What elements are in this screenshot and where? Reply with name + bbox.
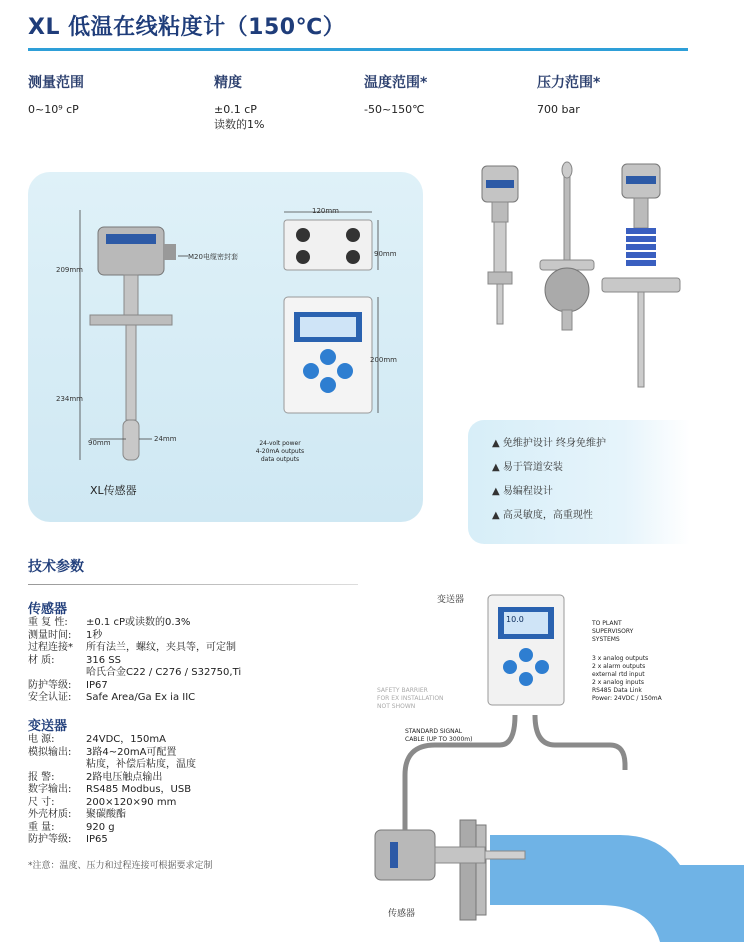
output-note: 4-20mA outputs [255,448,305,455]
param-value: 3路4~20mA可配置 [86,746,177,758]
sensor-label: 传感器 [388,909,416,919]
page-title: XL 低温在线粘度计（150℃） [28,15,346,40]
feature-list [492,432,606,528]
param-value: 2路电压触点输出 [86,771,163,783]
param-row [28,834,196,847]
spec-value: 0~10⁹ cP [28,103,79,116]
param-value: 粘度，补偿后粘度，温度 [86,759,196,770]
param-row [28,617,241,630]
param-value: 200×120×90 mm [86,796,177,808]
param-key: 尺 寸: [28,796,55,808]
param-key: 防护等级: [28,834,72,845]
io-line: 3 x analog outputs [592,655,649,662]
param-key: 材 质: [28,654,55,666]
feature-item: ▲ 高灵敏度，高重现性 [492,510,593,521]
m20-gland-label: M20电缆密封套 [188,253,238,261]
sensor-params-heading: 传感器 [28,602,68,617]
title-divider [28,48,688,51]
feature-text: 免维护设计 终身免维护 [502,438,607,449]
io-line: 2 x alarm outputs [592,663,646,670]
param-row [28,759,196,772]
barrier-line: FOR EX INSTALLATION [377,695,444,702]
param-row [28,772,196,785]
io-list [592,655,662,703]
param-value: ±0.1 cP或读数的0.3% [86,617,191,628]
sensor-params [28,598,241,705]
param-row [28,667,241,680]
spec-label: 测量范围 [28,75,84,91]
param-row [28,692,241,705]
transmitter-params [28,715,196,847]
feature-text: 高灵敏度，高重现性 [502,510,593,521]
feature-text: 易编程设计 [502,486,553,497]
section-divider [28,584,358,585]
barrier-line: SAFETY BARRIER [377,687,428,694]
param-row [28,822,196,835]
feature-item: ▲ 易编程设计 [492,486,553,497]
dim-label-90-box: 90mm [374,250,397,258]
param-key: 过程连接* [28,642,73,653]
barrier-line: NOT SHOWN [377,703,416,710]
cable-note [405,728,472,744]
param-key: 测量时间: [28,629,72,641]
spec-value: 读数的1% [214,118,265,131]
installation-diagram [360,585,744,942]
dim-label-200: 200mm [370,356,397,364]
safety-barrier-note [377,687,444,711]
spec-value: 700 bar [537,103,580,116]
param-row [28,734,196,747]
spec-pressure-range [537,72,667,117]
io-line: 2 x analog inputs [592,679,644,686]
dim-label-209: 209mm [56,266,83,274]
dim-label-24: 24mm [154,435,177,443]
io-line: Power: 24VDC / 150mA [592,695,662,702]
screen-value: 10.0 [506,615,524,624]
plant-line: SYSTEMS [592,636,620,643]
transmitter-label: 变送器 [437,595,465,605]
cable-line: CABLE (UP TO 3000m) [405,736,473,743]
spec-value: -50~150℃ [364,103,425,116]
param-row [28,797,196,810]
plant-systems-note [592,620,633,644]
dim-label-90: 90mm [88,439,111,447]
param-row [28,642,241,655]
param-row [28,784,196,797]
spec-label: 压力范围* [537,75,601,91]
cable-line: STANDARD SIGNAL [405,728,463,735]
param-key: 重 量: [28,821,55,833]
io-line: RS485 Data Link [592,687,642,694]
spec-value: ±0.1 cP [214,103,257,116]
param-value: 1秒 [86,629,103,641]
output-note: 24-volt power [259,440,301,447]
feature-text: 易于管道安装 [502,462,563,473]
param-value: Safe Area/Ga Ex ia IIC [86,692,196,703]
tech-params-heading: 技术参数 [28,559,84,575]
param-row [28,680,241,693]
param-key: 防护等级: [28,679,72,691]
param-row [28,747,196,760]
feature-item: ▲ 免维护设计 终身免维护 [492,438,607,449]
param-key: 报 警: [28,771,55,783]
param-row [28,630,241,643]
param-key: 电 源: [28,734,55,745]
param-value: 316 SS [86,654,121,666]
feature-item: ▲ 易于管道安装 [492,462,563,473]
dim-label-120: 120mm [312,207,339,215]
spec-accuracy [214,72,334,132]
param-key: 模拟输出: [28,746,72,758]
spec-label: 温度范围* [364,75,428,91]
io-line: external rtd input [592,671,645,678]
param-value: 所有法兰，螺纹，夹具等，可定制 [86,642,236,653]
param-value: 920 g [86,821,115,833]
dimension-diagram-panel [28,172,423,522]
spec-label: 精度 [214,75,242,91]
output-note: data outputs [260,456,300,463]
param-value: 聚碳酸酯 [86,809,126,820]
footnote: *注意：温度、压力和过程连接可根据要求定制 [28,861,213,871]
plant-line: TO PLANT [592,620,622,627]
param-row [28,809,196,822]
param-key: 重 复 性: [28,617,68,628]
product-photos [462,160,692,400]
transmitter-params-heading: 变送器 [28,719,68,734]
param-key: 外壳材质: [28,809,72,820]
param-value: IP65 [86,834,108,845]
param-value: IP67 [86,679,108,691]
plant-line: SUPERVISORY [592,628,634,635]
output-notes [230,440,330,464]
param-key: 数字输出: [28,784,72,795]
sensor-caption: XL传感器 [90,484,137,497]
param-key: 安全认证: [28,692,72,703]
spec-measure-range [28,72,148,117]
param-value: RS485 Modbus，USB [86,784,192,795]
features-panel [468,420,690,544]
param-value: 哈氏合金C22 / C276 / S32750,Ti [86,667,242,678]
spec-temperature-range [364,72,494,117]
dim-label-234: 234mm [56,395,83,403]
param-row [28,655,241,668]
param-value: 24VDC，150mA [86,734,166,745]
dimension-drawing [28,172,423,522]
